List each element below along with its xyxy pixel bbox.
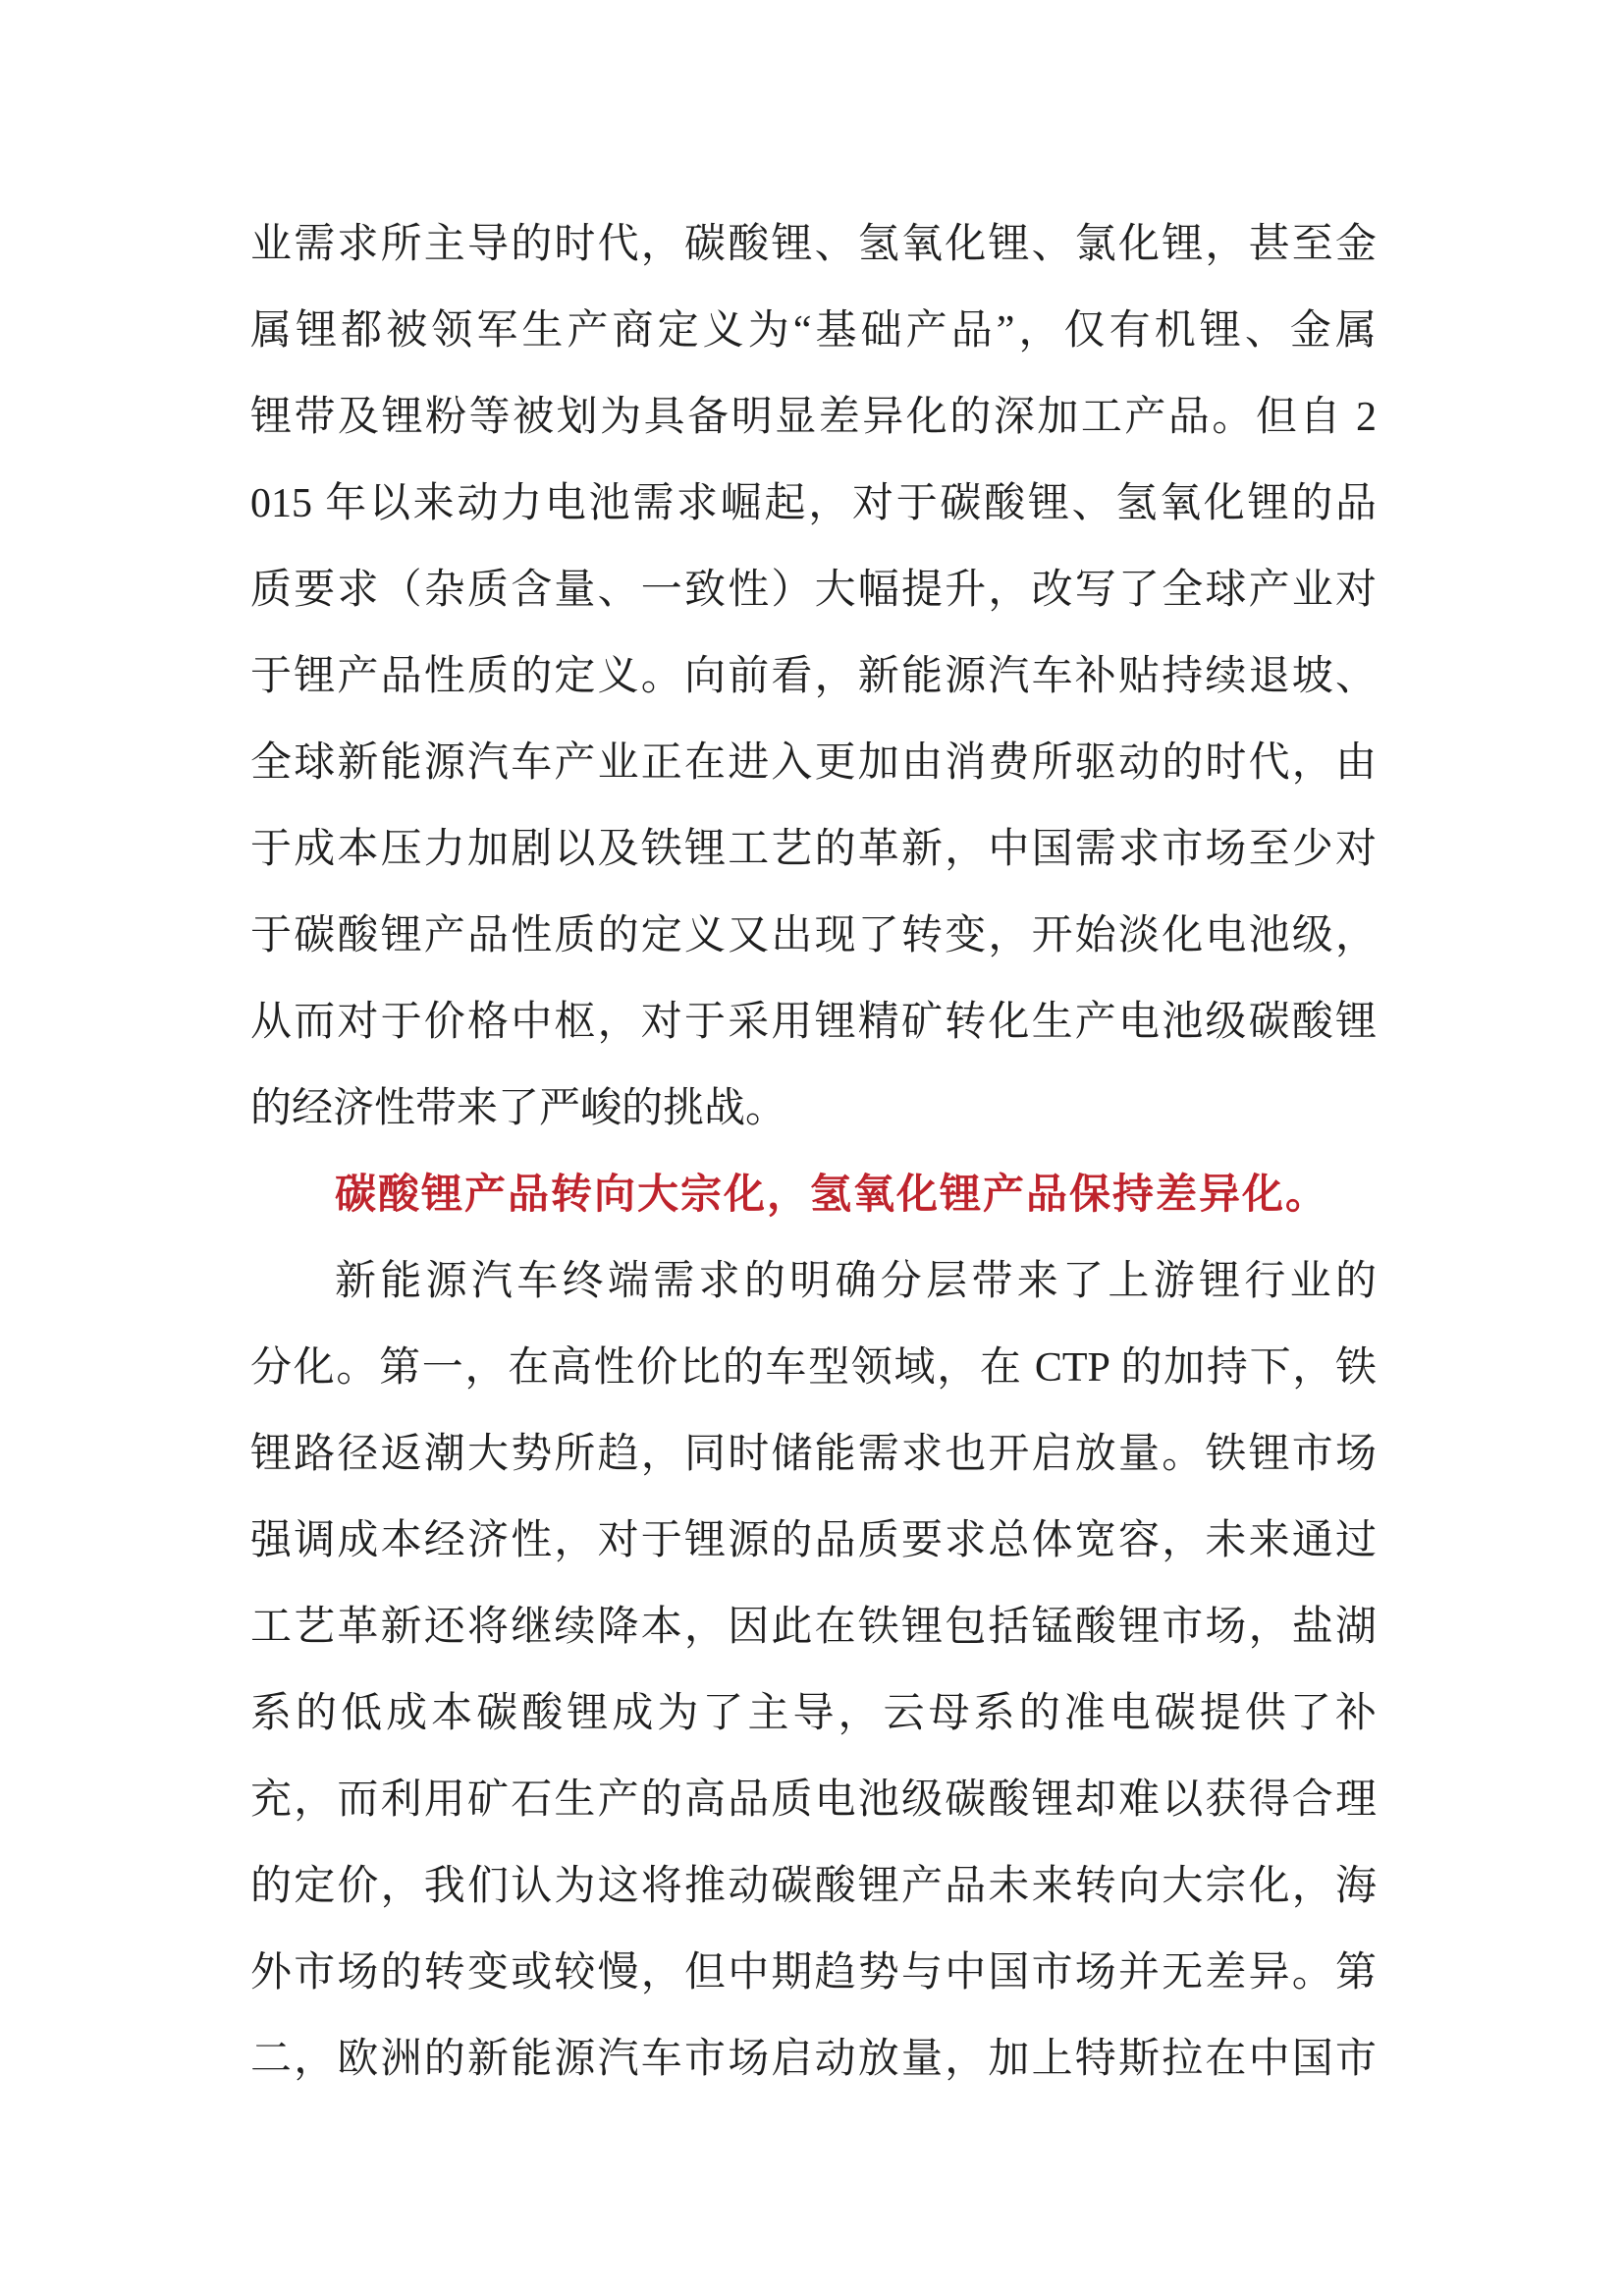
paragraph-1-line-10: 从而对于价格中枢，对于采用锂精矿转化生产电池级碳酸锂 xyxy=(250,1000,1377,1045)
paragraph-1-line-7: 全球新能源汽车产业正在进入更加由消费所驱动的时代，由 xyxy=(250,740,1377,786)
paragraph-1-line-2: 属锂都被领军生产商定义为“基础产品”，仅有机锂、金属 xyxy=(250,308,1377,354)
paragraph-2-line-2: 分化。第一，在高性价比的车型领域，在 CTP 的加持下，铁 xyxy=(250,1345,1377,1391)
paragraph-2-line-8: 的定价，我们认为这将推动碳酸锂产品未来转向大宗化，海 xyxy=(250,1864,1377,1909)
paragraph-2-line-4: 强调成本经济性，对于锂源的品质要求总体宽容，未来通过 xyxy=(250,1518,1377,1563)
paragraph-1-line-9: 于碳酸锂产品性质的定义又出现了转变，开始淡化电池级， xyxy=(250,913,1377,958)
paragraph-1-line-5: 质要求（杂质含量、一致性）大幅提升，改写了全球产业对 xyxy=(250,568,1377,613)
paragraph-2-line-10: 二，欧洲的新能源汽车市场启动放量，加上特斯拉在中国市 xyxy=(250,2037,1377,2082)
paragraph-1-line-6: 于锂产品性质的定义。向前看，新能源汽车补贴持续退坡、 xyxy=(250,654,1377,699)
paragraph-1-line-11: 的经济性带来了严峻的挑战。 xyxy=(250,1086,787,1131)
paragraph-1-line-3: 锂带及锂粉等被划为具备明显差异化的深加工产品。但自 2 xyxy=(250,395,1377,440)
paragraph-1-line-8: 于成本压力加剧以及铁锂工艺的革新，中国需求市场至少对 xyxy=(250,827,1377,872)
paragraph-2-line-6: 系的低成本碳酸锂成为了主导，云母系的准电碳提供了补 xyxy=(250,1691,1377,1736)
paragraph-2-line-5: 工艺革新还将继续降本，因此在铁锂包括锰酸锂市场，盐湖 xyxy=(250,1605,1377,1650)
document-text-block xyxy=(250,201,1377,2103)
paragraph-2-line-3: 锂路径返潮大势所趋，同时储能需求也开启放量。铁锂市场 xyxy=(250,1432,1377,1477)
paragraph-1-line-1: 业需求所主导的时代，碳酸锂、氢氧化锂、氯化锂，甚至金 xyxy=(250,222,1377,267)
paragraph-2-line-9: 外市场的转变或较慢，但中期趋势与中国市场并无差异。第 xyxy=(250,1950,1377,1995)
paragraph-2-line-7: 充，而利用矿石生产的高品质电池级碳酸锂却难以获得合理 xyxy=(250,1777,1377,1823)
heading-red-line-1: 碳酸锂产品转向大宗化，氢氧化锂产品保持差异化。 xyxy=(335,1173,1329,1218)
paragraph-2-line-1: 新能源汽车终端需求的明确分层带来了上游锂行业的 xyxy=(335,1259,1377,1304)
paragraph-1-line-4: 015 年以来动力电池需求崛起，对于碳酸锂、氢氧化锂的品 xyxy=(250,481,1377,526)
